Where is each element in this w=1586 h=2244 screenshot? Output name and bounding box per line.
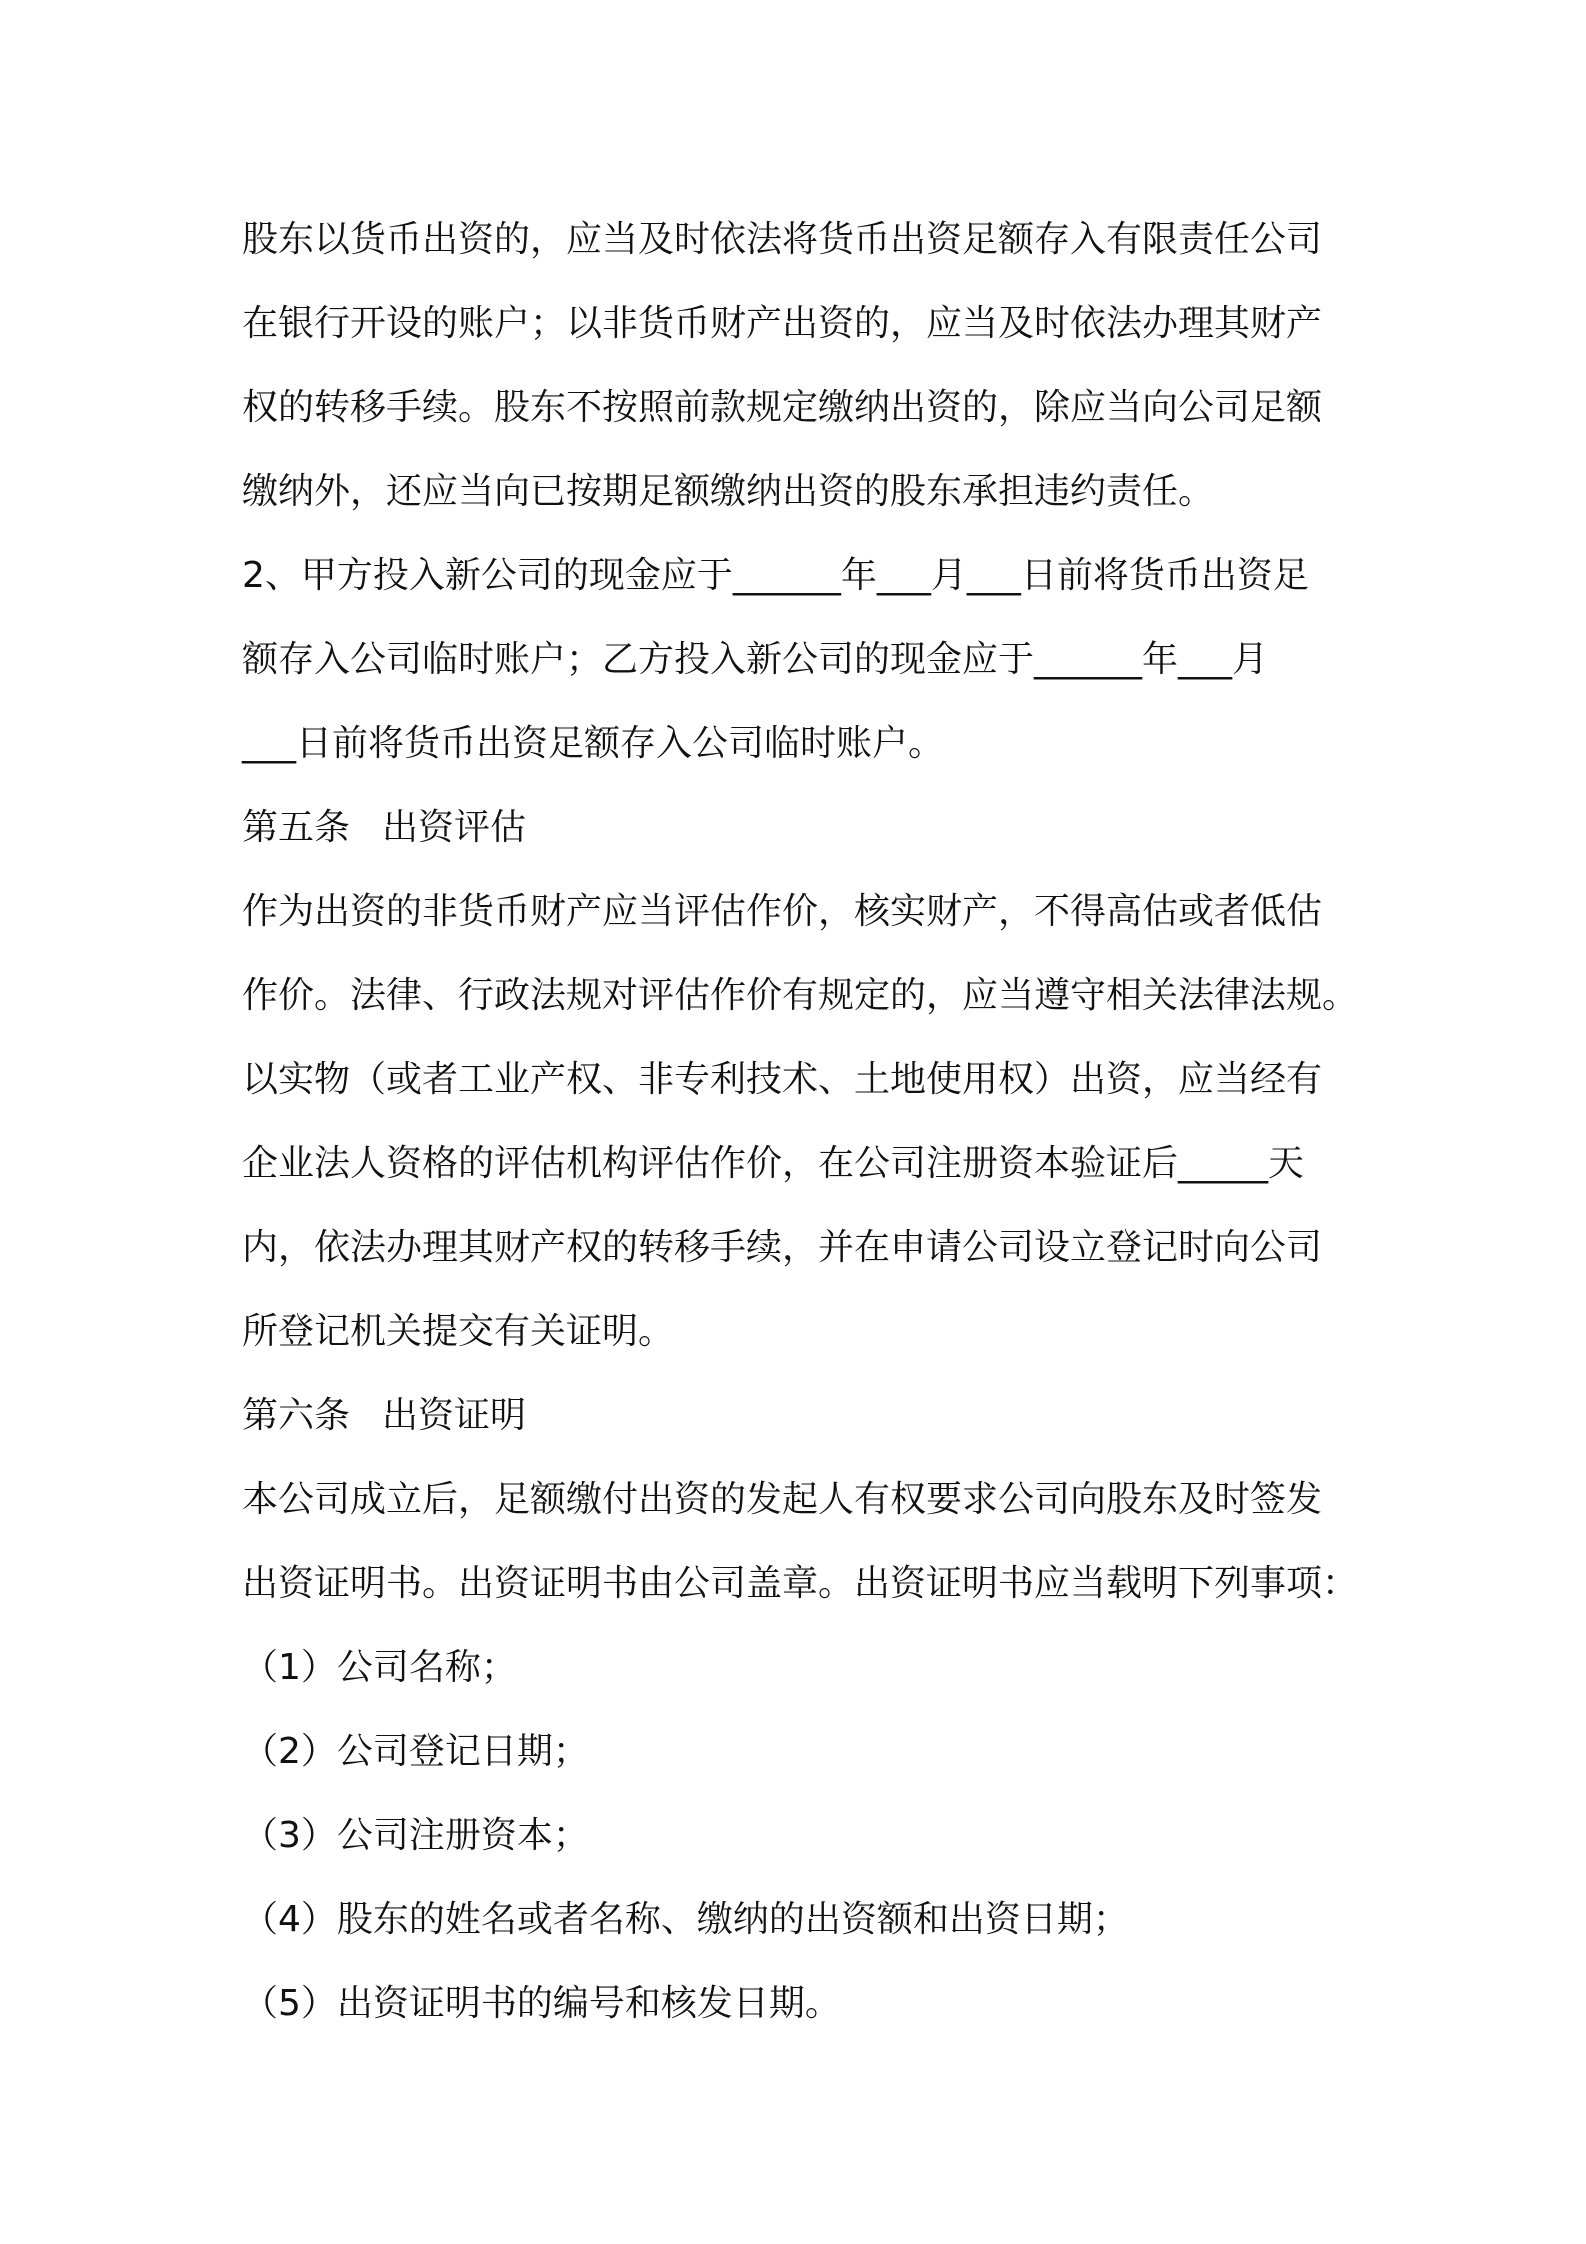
paragraph-line: 作价。法律、行政法规对评估作价有规定的，应当遵守相关法律法规。: [242, 975, 1359, 1016]
paragraph-line: 企业法人资格的评估机构评估作价，在公司注册资本验证后_____天: [242, 1143, 1305, 1184]
paragraph-line: 所登记机关提交有关证明。: [242, 1311, 675, 1352]
paragraph-line: 在银行开设的账户；以非货币财产出资的，应当及时依法办理其财产: [242, 303, 1323, 344]
paragraph-line: 额存入公司临时账户；乙方投入新公司的现金应于______年___月: [242, 639, 1269, 680]
article-heading-6: [242, 1374, 1362, 1458]
document-body: [242, 198, 1362, 2046]
article-heading-5: [242, 786, 1362, 870]
paragraph-line: 本公司成立后，足额缴付出资的发起人有权要求公司向股东及时签发: [242, 1479, 1323, 1520]
article-title: 出资证明: [382, 1395, 527, 1436]
list-item: （4）股东的姓名或者名称、缴纳的出资额和出资日期；: [242, 1899, 1129, 1940]
paragraph-line: ___日前将货币出资足额存入公司临时账户。: [242, 723, 945, 764]
paragraph-line: 以实物（或者工业产权、非专利技术、土地使用权）出资，应当经有: [242, 1059, 1323, 1100]
list-item: （3）公司注册资本；: [242, 1815, 589, 1856]
paragraph-line: 权的转移手续。股东不按照前款规定缴纳出资的，除应当向公司足额: [242, 387, 1323, 428]
paragraph-line: 内，依法办理其财产权的转移手续，并在申请公司设立登记时向公司: [242, 1227, 1323, 1268]
article-number: 第六条: [242, 1395, 351, 1436]
paragraph-line: 2、甲方投入新公司的现金应于______年___月___日前将货币出资足: [242, 555, 1309, 596]
paragraph-line: 缴纳外，还应当向已按期足额缴纳出资的股东承担违约责任。: [242, 471, 1215, 512]
paragraph-line: 出资证明书。出资证明书由公司盖章。出资证明书应当载明下列事项：: [242, 1563, 1359, 1604]
list-item: （2）公司登记日期；: [242, 1731, 589, 1772]
list-item: （1）公司名称；: [242, 1647, 517, 1688]
article-title: 出资评估: [382, 807, 527, 848]
paragraph-line: 股东以货币出资的，应当及时依法将货币出资足额存入有限责任公司: [242, 219, 1323, 260]
list-item: （5）出资证明书的编号和核发日期。: [242, 1983, 841, 2024]
paragraph-line: 作为出资的非货币财产应当评估作价，核实财产，不得高估或者低估: [242, 891, 1323, 932]
article-number: 第五条: [242, 807, 351, 848]
